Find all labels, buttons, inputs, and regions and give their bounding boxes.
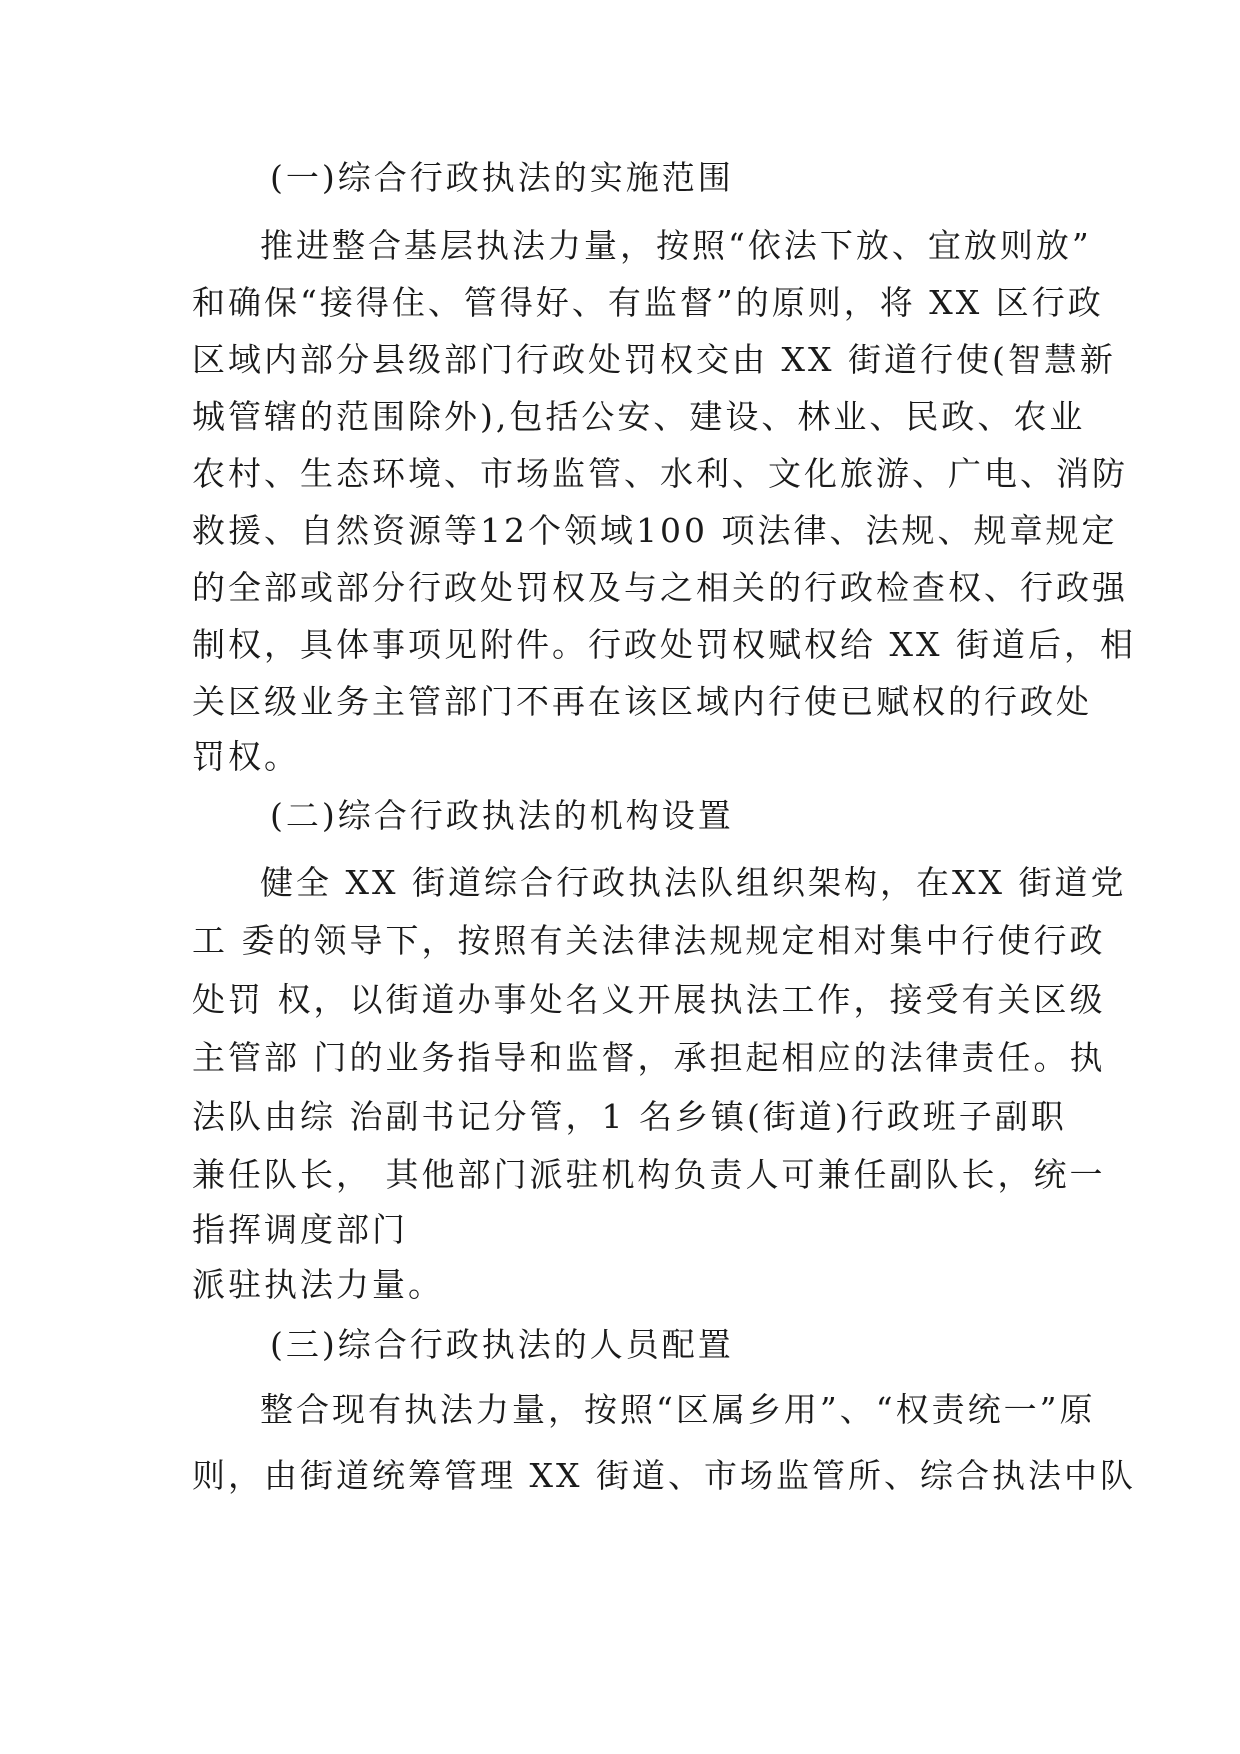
paragraph-line: 农村、生态环境、市场监管、水利、文化旅游、广电、消防 xyxy=(192,454,1128,493)
paragraph-line: 的全部或部分行政处罚权及与之相关的行政检查权、行政强 xyxy=(192,568,1128,607)
paragraph-line: 制权，具体事项见附件。行政处罚权赋权给 XX 街道后，相 xyxy=(192,625,1136,664)
paragraph-line: 处罚 权，以街道办事处名义开展执法工作，接受有关区级 xyxy=(192,980,1106,1019)
section-heading-2: (二)综合行政执法的机构设置 xyxy=(270,796,734,835)
paragraph-line: 整合现有执法力量，按照“区属乡用”、“权责统一”原 xyxy=(260,1390,1096,1429)
paragraph-line: 主管部 门的业务指导和监督，承担起相应的法律责任。执 xyxy=(192,1038,1106,1077)
paragraph-line: 健全 XX 街道综合行政执法队组织架构，在XX 街道党 xyxy=(260,863,1127,902)
section-heading-3: (三)综合行政执法的人员配置 xyxy=(270,1325,734,1364)
paragraph-line: 兼任队长， 其他部门派驻机构负责人可兼任副队长，统一 xyxy=(192,1155,1106,1194)
paragraph-line: 派驻执法力量。 xyxy=(192,1265,444,1304)
paragraph-line: 关区级业务主管部门不再在该区域内行使已赋权的行政处 xyxy=(192,682,1092,721)
section-heading-1: (一)综合行政执法的实施范围 xyxy=(270,158,734,197)
paragraph-line: 区域内部分县级部门行政处罚权交由 XX 街道行使(智慧新 xyxy=(192,340,1116,379)
paragraph-line: 推进整合基层执法力量，按照“依法下放、宜放则放” xyxy=(260,226,1092,265)
paragraph-line: 则，由街道统筹管理 XX 街道、市场监管所、综合执法中队 xyxy=(192,1456,1136,1495)
paragraph-line: 工 委的领导下，按照有关法律法规规定相对集中行使行政 xyxy=(192,921,1106,960)
paragraph-line: 和确保“接得住、管得好、有监督”的原则，将 XX 区行政 xyxy=(192,283,1104,322)
paragraph-line: 法队由综 治副书记分管，1 名乡镇(街道)行政班子副职 xyxy=(192,1097,1067,1136)
paragraph-line: 指挥调度部门 xyxy=(192,1210,408,1249)
paragraph-line: 城管辖的范围除外),包括公安、建设、林业、民政、农业 xyxy=(192,397,1086,436)
paragraph-line: 罚权。 xyxy=(192,737,300,776)
paragraph-line: 救援、自然资源等12个领域100 项法律、法规、规章规定 xyxy=(192,511,1118,550)
